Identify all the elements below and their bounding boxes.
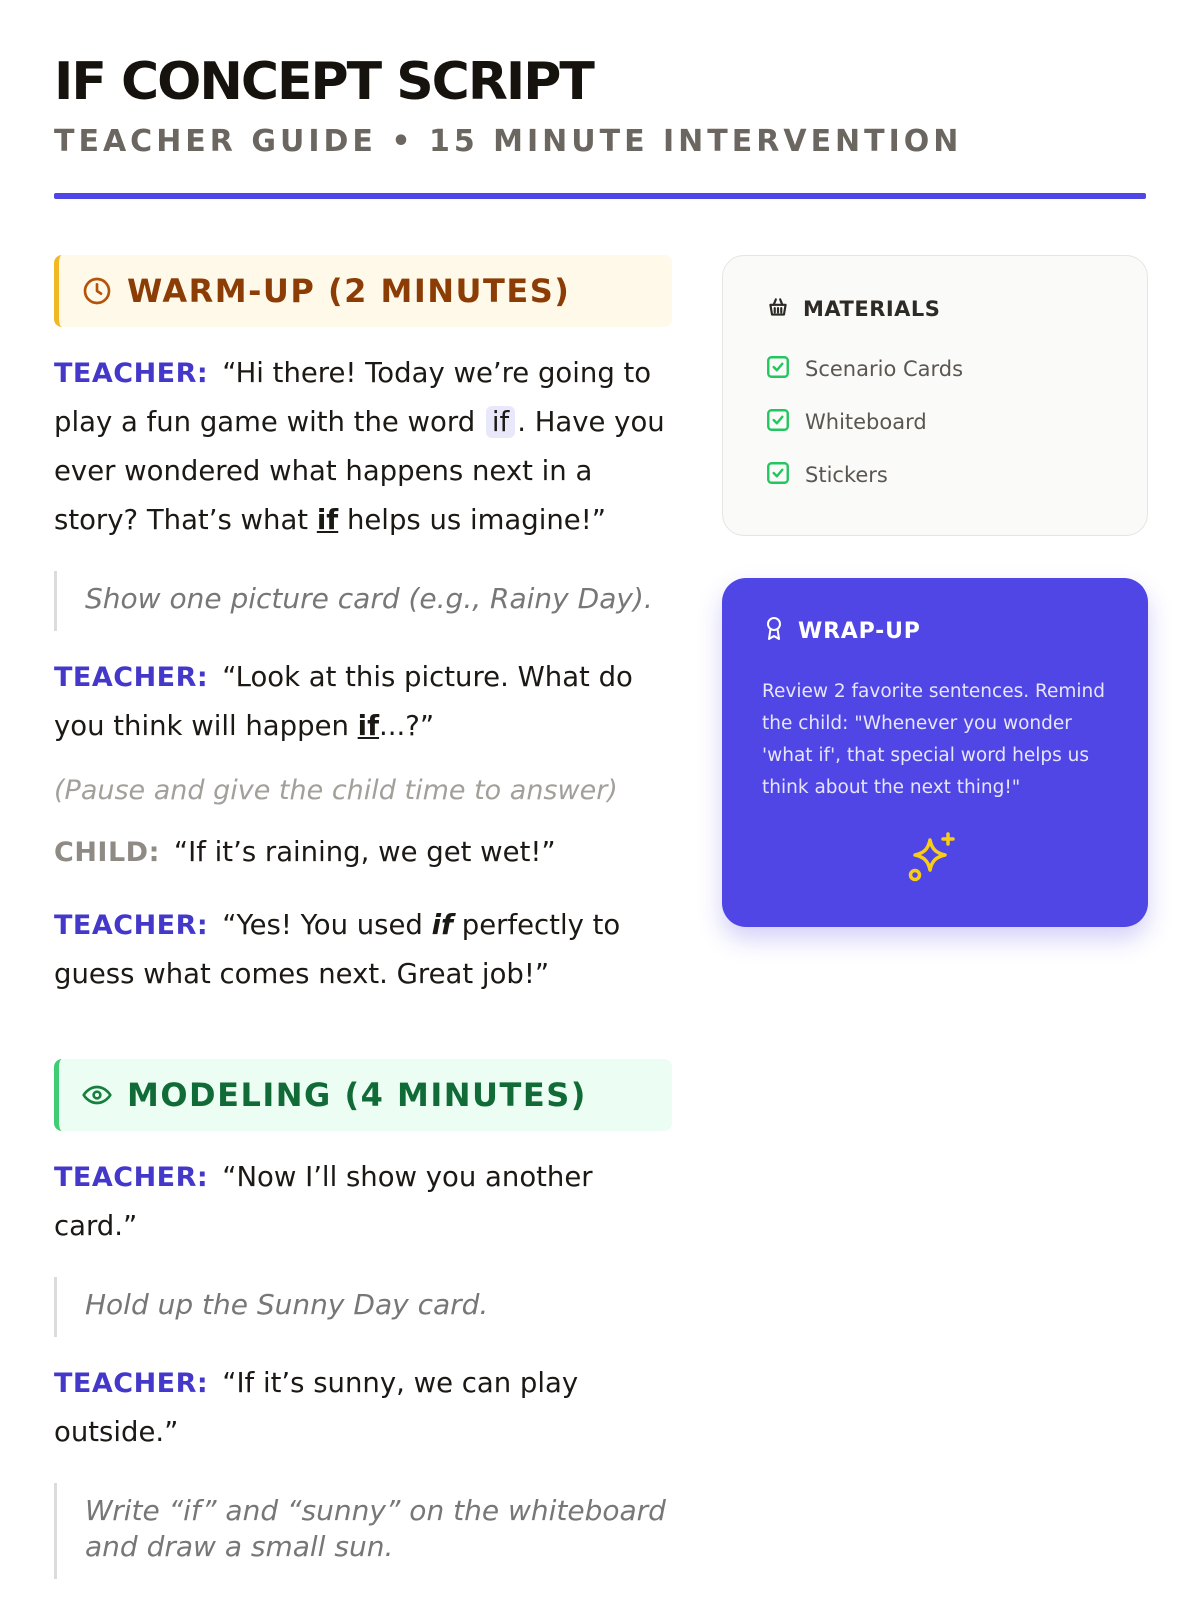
- materials-header: [765, 294, 940, 324]
- clock-icon: [81, 275, 113, 307]
- check-square-icon: [765, 354, 791, 384]
- award-icon: [762, 616, 786, 646]
- speaker-label: TEACHER:: [54, 662, 209, 693]
- modeling-title: MODELING (4 MINUTES): [127, 1076, 587, 1114]
- dialogue-text: “If it’s raining, we get wet!”: [173, 836, 556, 868]
- keyword-emphasis: if: [431, 909, 454, 941]
- script-line-child: [54, 828, 672, 877]
- modeling-section-header: [54, 1059, 672, 1131]
- materials-item: [765, 407, 927, 437]
- dialogue-text: “Now I’ll show you another card.”: [54, 1161, 593, 1242]
- materials-item-label: Stickers: [805, 463, 888, 487]
- dialogue-text: ...?”: [379, 710, 435, 742]
- script-line-teacher: [54, 1153, 672, 1251]
- check-square-icon: [765, 460, 791, 490]
- script-line-teacher: [54, 349, 672, 545]
- warmup-title: WARM-UP (2 MINUTES): [127, 272, 571, 310]
- materials-item-label: Whiteboard: [805, 410, 927, 434]
- stage-direction: Hold up the Sunny Day card.: [54, 1277, 672, 1337]
- materials-title: MATERIALS: [803, 297, 941, 321]
- wrapup-card: [722, 578, 1148, 927]
- eye-icon: [81, 1079, 113, 1111]
- basket-icon: [765, 294, 791, 324]
- check-square-icon: [765, 407, 791, 437]
- script-line-teacher: [54, 653, 672, 751]
- dialogue-text: . Have you ever wondered what happens next in a story? That’s what: [54, 406, 665, 536]
- materials-item: [765, 460, 888, 490]
- dialogue-text: “Look at this picture. What do you think will happen: [54, 661, 633, 742]
- stage-direction: Show one picture card (e.g., Rainy Day).: [54, 571, 672, 631]
- warmup-section-header: [54, 255, 672, 327]
- speaker-label: TEACHER:: [54, 1368, 209, 1399]
- dialogue-text: “Hi there! Today we’re going to play a fun game with the word: [54, 357, 652, 438]
- wrapup-title: WRAP-UP: [798, 618, 921, 644]
- dialogue-text: “If it’s sunny, we can play outside.”: [54, 1367, 579, 1448]
- wrapup-header: [762, 616, 921, 646]
- speaker-label: CHILD:: [54, 837, 160, 868]
- header-divider: [54, 193, 1146, 199]
- materials-item-label: Scenario Cards: [805, 357, 964, 381]
- dialogue-text: perfectly to guess what comes next. Great job!”: [54, 909, 621, 990]
- page-subtitle: TEACHER GUIDE • 15 MINUTE INTERVENTION: [54, 124, 963, 159]
- sparkles-icon: [904, 830, 960, 890]
- script-column: [54, 255, 672, 1579]
- speaker-label: TEACHER:: [54, 358, 209, 389]
- speaker-label: TEACHER:: [54, 910, 209, 941]
- pause-instruction: (Pause and give the child time to answer): [54, 775, 618, 806]
- materials-card: [722, 255, 1148, 536]
- keyword-chip: if: [486, 406, 515, 438]
- dialogue-text: helps us imagine!”: [338, 504, 606, 536]
- script-line-teacher: [54, 901, 672, 999]
- page-title: IF CONCEPT SCRIPT: [54, 52, 593, 112]
- keyword-underlined: if: [316, 504, 339, 536]
- materials-item: [765, 354, 963, 384]
- dialogue-text: “Yes! You used: [222, 909, 432, 941]
- speaker-label: TEACHER:: [54, 1162, 209, 1193]
- wrapup-body: Review 2 favorite sentences. Remind the child: "Whenever you wonder 'what if', that special word helps us think about the next thing!": [762, 681, 1106, 798]
- keyword-underlined: if: [357, 710, 380, 742]
- stage-direction: Write “if” and “sunny” on the whiteboard and draw a small sun.: [54, 1483, 672, 1579]
- script-line-teacher: [54, 1359, 672, 1457]
